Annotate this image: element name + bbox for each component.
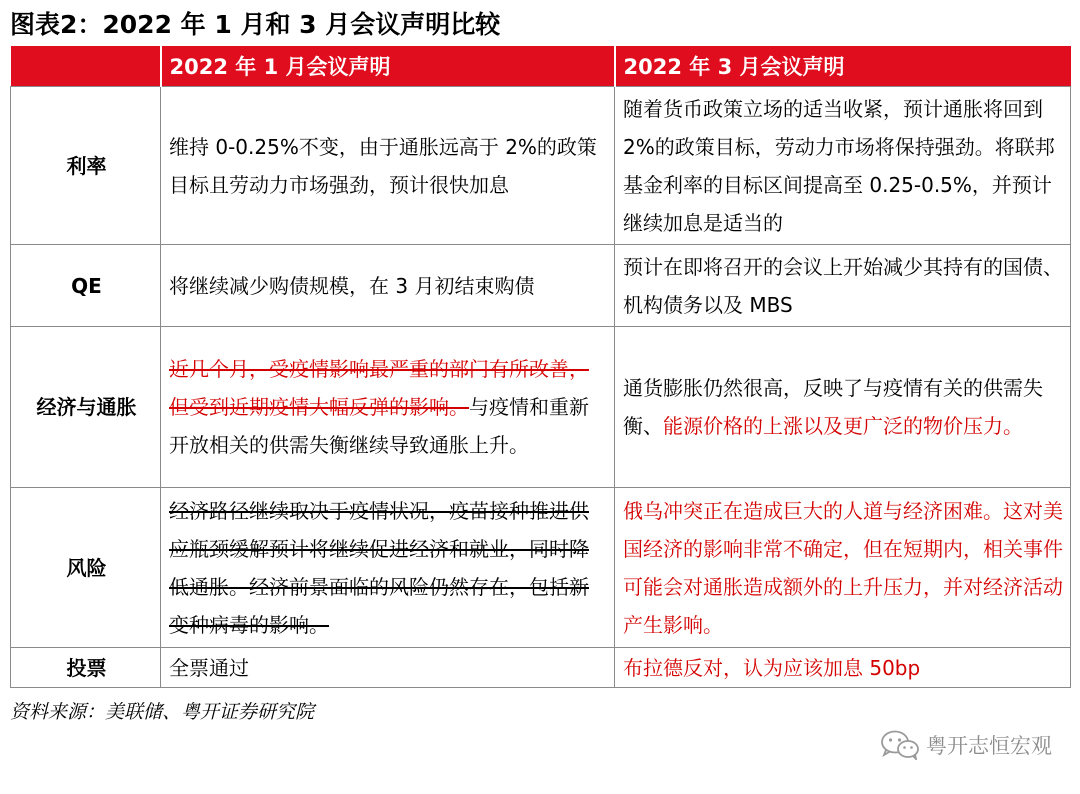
table-row <box>11 87 1071 245</box>
jan-economy-cell <box>161 327 615 488</box>
mar-qe-cell: 预计在即将召开的会议上开始减少其持有的国债、机构债务以及 MBS <box>615 245 1071 327</box>
header-corner <box>11 46 161 87</box>
struck-text: 经济路径继续取决于疫情状况，疫苗接种推进供应瓶颈缓解预计将继续促进经济和就业，同时降低通胀。经济前景面临的风险仍然存在，包括新变种病毒的影响。 <box>169 498 589 637</box>
source-note: 资料来源：美联储、粤开证券研究院 <box>10 701 315 723</box>
mar-rate-cell: 随着货币政策立场的适当收紧，预计通胀将回到 2%的政策目标，劳动力市场将保持强劲。将联邦基金利率的目标区间提高至 0.25-0.5%，并预计继续加息是适当的 <box>615 87 1071 245</box>
table-header-row <box>11 46 1071 87</box>
row-label-vote: 投票 <box>11 648 161 688</box>
highlighted-text: 布拉德反对，认为应该加息 50bp <box>623 655 921 680</box>
cell-text: 与疫情和重新开放相关的供需失衡继续导致通胀上升。 <box>169 395 589 457</box>
row-label-economy-inflation: 经济与通胀 <box>11 327 161 488</box>
mar-economy-cell <box>615 327 1071 488</box>
watermark <box>880 730 1052 760</box>
mar-risk-cell <box>615 488 1071 648</box>
jan-rate-cell: 维持 0-0.25%不变，由于通胀远高于 2%的政策目标且劳动力市场强劲，预计很快加息 <box>161 87 615 245</box>
figure-title: 图表2：2022 年 1 月和 3 月会议声明比较 <box>10 10 501 39</box>
table-row <box>11 648 1071 688</box>
jan-vote-cell: 全票通过 <box>161 648 615 688</box>
struck-text: 近几个月，受疫情影响最严重的部门有所改善，但受到近期疫情大幅反弹的影响。 <box>169 357 589 419</box>
highlighted-text: 俄乌冲突正在造成巨大的人道与经济困难。这对美国经济的影响非常不确定，但在短期内，相关事件可能会对通胀造成额外的上升压力，并对经济活动产生影响。 <box>623 498 1063 637</box>
header-mar: 2022 年 3 月会议声明 <box>615 46 1071 87</box>
wechat-icon <box>880 730 920 760</box>
highlighted-text: 能源价格的上涨以及更广泛的物价压力。 <box>663 414 1023 438</box>
jan-qe-cell: 将继续减少购债规模，在 3 月初结束购债 <box>161 245 615 327</box>
cell-text: 通货膨胀仍然很高，反映了与疫情有关的供需失衡、 <box>623 376 1043 438</box>
mar-vote-cell <box>615 648 1071 688</box>
row-label-qe: QE <box>11 245 161 327</box>
table-row <box>11 327 1071 488</box>
table-row <box>11 245 1071 327</box>
row-label-risk: 风险 <box>11 488 161 648</box>
comparison-table <box>10 46 1071 688</box>
table-row <box>11 488 1071 648</box>
row-label-rate: 利率 <box>11 87 161 245</box>
jan-risk-cell <box>161 488 615 648</box>
watermark-text: 粤开志恒宏观 <box>926 734 1052 758</box>
header-jan: 2022 年 1 月会议声明 <box>161 46 615 87</box>
